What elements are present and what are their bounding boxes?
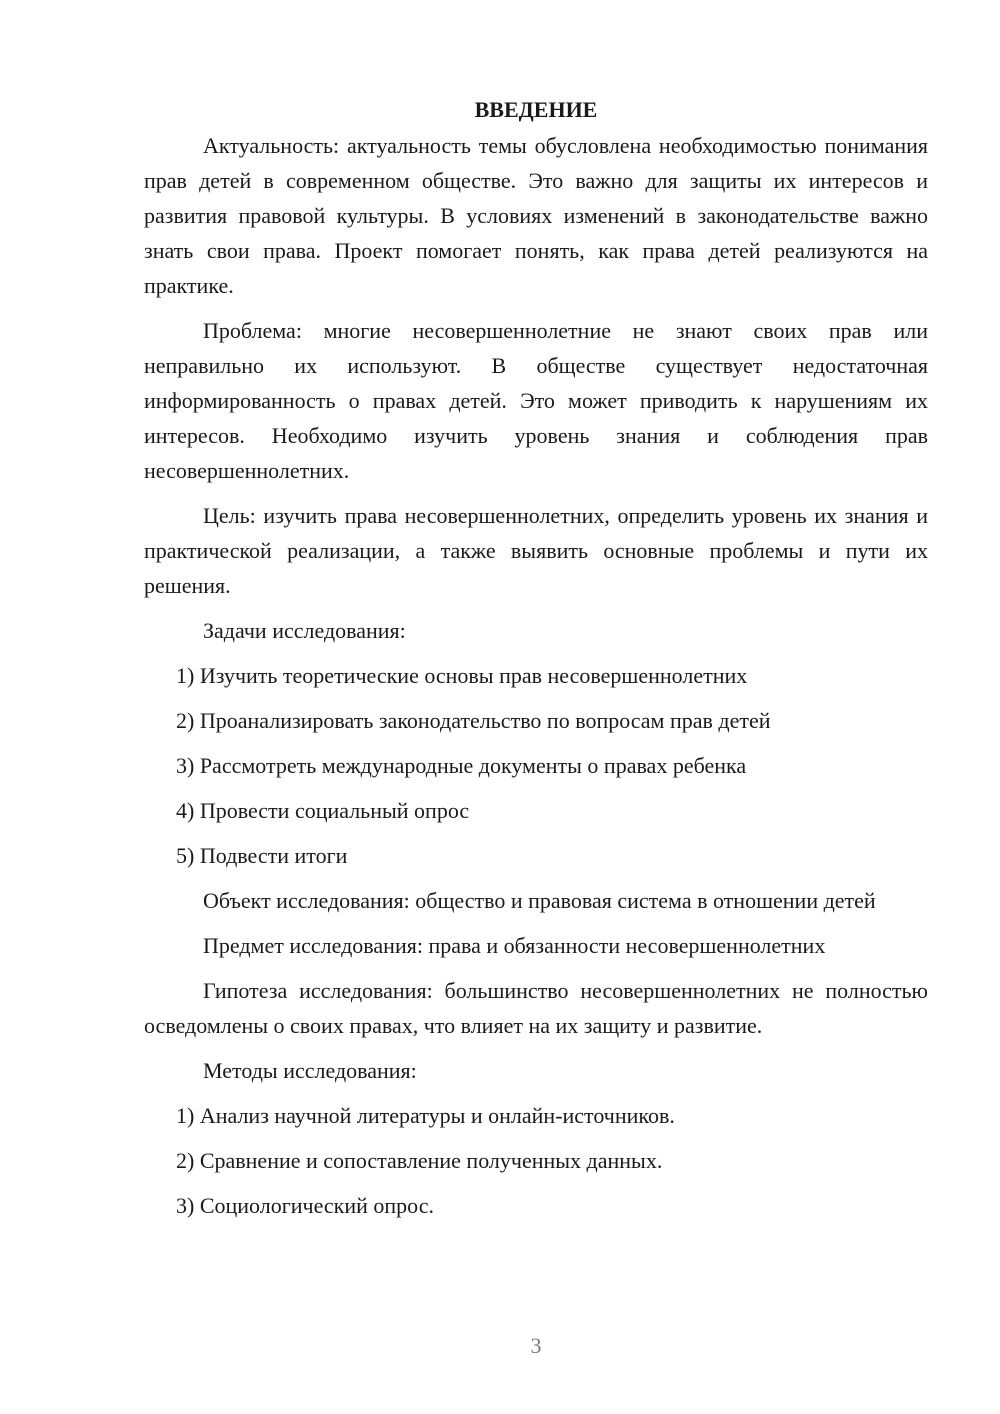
subject-paragraph: Предмет исследования: права и обязанности несовершеннолетних: [203, 933, 826, 958]
task-item: 1) Изучить теоретические основы прав несовершеннолетних: [176, 663, 748, 688]
problem-paragraph: Проблема: многие несовершеннолетние не знают своих прав или неправильно их используют. В обществе существует недостаточная информированность о правах детей. Это может приводить к нарушениям их интересов. Необходимо изучить уровень знания и соблюдения прав несовершеннолетних.: [144, 318, 928, 483]
page-title: ВВЕДЕНИЕ: [474, 97, 598, 122]
object-paragraph: Объект исследования: общество и правовая система в отношении детей: [203, 888, 876, 913]
method-item: 3) Социологический опрос.: [176, 1193, 434, 1218]
page-number: 3: [530, 1333, 542, 1358]
methods-list: [144, 1098, 928, 1223]
task-item: 3) Рассмотреть международные документы о правах ребенка: [176, 753, 747, 778]
hypothesis-paragraph: Гипотеза исследования: большинство несовершеннолетних не полностью осведомлены о своих правах, что влияет на их защиту и развитие.: [144, 978, 928, 1038]
goal-paragraph: Цель: изучить права несовершеннолетних, определить уровень их знания и практической реализации, а также выявить основные проблемы и пути их решения.: [144, 503, 928, 598]
method-item: 2) Сравнение и сопоставление полученных данных.: [176, 1148, 663, 1173]
task-item: 2) Проанализировать законодательство по вопросам прав детей: [176, 708, 771, 733]
task-item: 5) Подвести итоги: [176, 843, 348, 868]
tasks-heading: Задачи исследования:: [203, 618, 406, 643]
tasks-list: [144, 658, 928, 873]
document-page: [144, 92, 928, 1233]
task-item: 4) Провести социальный опрос: [176, 798, 470, 823]
method-item: 1) Анализ научной литературы и онлайн-источников.: [176, 1103, 675, 1128]
relevance-paragraph: Актуальность: актуальность темы обусловлена необходимостью понимания прав детей в современном обществе. Это важно для защиты их интересов и развития правовой культуры. В условиях изменений в законодательстве важно знать свои права. Проект помогает понять, как права детей реализуются на практике.: [144, 133, 928, 298]
methods-heading: Методы исследования:: [203, 1058, 417, 1083]
